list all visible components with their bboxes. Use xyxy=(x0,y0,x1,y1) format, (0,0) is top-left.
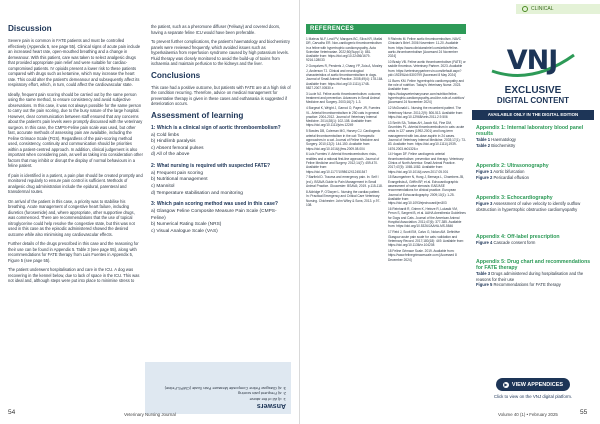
section-tag-label: CLINICAL xyxy=(531,6,554,12)
discussion-paragraph: Ideally, frequent pain scoring should be carried out by the same person using the same method, to ensure consistency and avoid subjective observations. In this case, it was not always possible for the same person to carry out the pain scoring, due to the busy nature of the large hospital. However, clear communication between staff ensured that any concerns about the patient's pain levels were promptly discussed with the veterinary surgeon. In this case, the CMPS-Feline pain scale was used, but other fast, accurate methods of assessing pain are available, including the Feline Grimace Scale (FGS). Regardless of the pain-scoring method used, consistency, continuity and communication should be priorities within a patient-centred approach. In addition, clinical judgement is also important when considering pain, as well as taking into consideration other factors that may inhibit or disrupt the display of normal behaviours in a feline patient. xyxy=(8,91,143,168)
reference-item: 5 Bowles DB, Coleman MG, Harvey CJ. Cardiogenic arterial thromboembolism in the cat: Therapeutic approaches in a cat. Journal of Feline Medicine and Surgery. 2010;12(2): 144-150. Available from: https://doi.org/10.1016/j.jfms.2009.08.004 xyxy=(306,129,381,151)
view-appendices-label: VIEW APPENDICES xyxy=(511,381,564,388)
assessment-heading: Assessment of learning xyxy=(151,110,244,120)
digital-content-label: DIGITAL CONTENT xyxy=(496,96,570,105)
appendix-item: Figure 4 Cascade consent form xyxy=(476,240,536,246)
discussion-paragraph: On arrival of the patient in this case, a priority was to stabilise his breathing. Acute management of congestive heart failure, including diuretics (furosemide) and, where appropriate, other supportive drugs, was commenced. There are recommendations that the use of topical nitroglycerine could help resolve the congestive state, but this was not used in this case as the episodic administered showed the desired outcome while also minimising any cardiovascular effects. xyxy=(8,198,135,237)
discussion-paragraph: Severe pain is common in FATE patients and must be controlled effectively (Appendix 5, see page 55). Clinical signs of acute pain include an increased heart rate, open-mouthed breathing and a change in demeanour. With this patient, care was taken to select analgesic drugs that provided appropriate pain relief and were suitable for cardiac-compromised patients. IV opioids present a lower risk to these patients compared with drugs such as ketamine, which may increase the heart rate. This could alter the patient's demeanour and subsequently affect its respiratory effort, which, in turn, could affect the cardiovascular state. xyxy=(8,38,141,87)
references-column-1 xyxy=(306,37,384,209)
reference-item: 1 Mateus NLF, Leal PV, Marques BC, Silva KR, Matlal DR, Carvalho ER. Non-cardiogenic thromboembolism in a feline with hypertrophic cardiomyopathy. Acta Scientiae Veterinariae. 2022;50(Suppl 1): 881. Available from: https://doi.org/10.22456/1679-9216.128033 xyxy=(306,37,383,63)
discussion-heading: Discussion xyxy=(8,24,52,33)
play-icon: ▶ xyxy=(504,381,508,387)
discussion-paragraph: If pain is identified in a patient, a pain plan should be created promptly and monitored regularly to ensure pain control is sufficient. Methods of analgesic drug administration include the epidural, parenteral and transdermal routes. xyxy=(8,172,143,194)
answer-option: b) Hindlimb paralysis xyxy=(151,139,196,145)
left-column-2 xyxy=(151,24,291,236)
question-3: 3: Which pain scoring method was used in this case? xyxy=(151,201,278,208)
vnj-logo xyxy=(482,41,582,81)
reference-item: 16 Reinhardt R, Grimm K, Heinze R, Lukasik VM, Peron S, Sargent B, et al. AAHA Anesthesia Guidelines for Dogs and Cats. Journal of the American Animal Hospital Association. 2011;47(6): 377-385. Available from: https://doi.org/10.5326/JAAHA-MS-5846 xyxy=(388,207,466,229)
section-tag xyxy=(522,4,554,14)
conclusions-paragraph: This case had a positive outcome, but patients with FATE are at a high risk of the condition recurring. Therefore, advice on medical management for preventative therapy is given in these cases and euthanasia is suggested if deterioration occurs. xyxy=(151,84,291,106)
appendix-title: Appendix 3: Echocardiography xyxy=(476,195,553,201)
reference-item: 15 Baumgartner N, Hung J, Bernays L, Chambers JB, Evangelista A, Griffin BP, et al. Echocardiographic assessment of valve stenosis: EAE/ASE recommendations for clinical practice. European Journal of Echocardiography. 2009;10(1): 1-25. Available from: https://doi.org/10.1093/ejechocard/jen303 xyxy=(388,175,465,206)
appendix-title: Appendix 2: Ultrasonography xyxy=(476,163,549,169)
answer-option: b) Numerical Rating Scale (NRS) xyxy=(151,222,222,228)
appendix-2[interactable] xyxy=(476,163,592,180)
references-heading: REFERENCES xyxy=(306,24,466,34)
reference-item: 10 Brady VB. Feline aortic thromboembolism (FATE) or saddle thrombus. Veterinary Partner. 2023. Available from: https://veterinarypartner.vin.com/default.aspx?pid=19239&id=5300799 [Accessed 8 May 2024] xyxy=(388,60,466,77)
answers-heading: Answers xyxy=(256,402,286,409)
reference-item: 3 Lucie NJ. Feline aortic thromboembolism: outcome, treatment and prevention. Advances in Small Animal Medicine and Surgery. 2003;16(7): 1-3. xyxy=(306,91,382,105)
view-appendices-button[interactable] xyxy=(496,378,570,391)
reference-item: 14 Hogan DF. Feline cardiogenic arterial thromboembolism: prevention and therapy. Veterinary Clinics of North America: Small Animal Practice. 2017;47(5): 1065-1082. Available from: https://doi.org/10.1016/j.cvsm.2017.05.001 xyxy=(388,152,464,174)
question-2: 2: What nursing is required with suspected FATE? xyxy=(151,162,271,169)
reference-item: 9 Rishniw M. Feline aortic thromboembolism. NAVC Clinician's Brief. 2006 November: 11-20. Available from: https://www.cliniciansbrief.com/article/feline-aortic-thromboembolism [Accessed 24 November 2024] xyxy=(388,37,462,59)
answer-line: 2: a) Frequent pain scoring xyxy=(238,391,286,397)
vnj-logo-text: VNJ xyxy=(506,45,558,76)
appendix-4[interactable] xyxy=(476,234,592,246)
answer-line: 1: d) All of the above xyxy=(249,397,286,402)
page-number-left: 54 xyxy=(8,409,16,416)
answers-box xyxy=(145,362,291,414)
appendix-title: Appendix 1: Internal laboratory blood panel results xyxy=(476,125,584,138)
left-column-1 xyxy=(8,24,143,288)
clinical-icon xyxy=(522,6,528,12)
answer-option: a) Cold limbs xyxy=(151,132,179,138)
answer-option: c) Absent femoral pulses xyxy=(151,145,204,151)
reference-item: 2 Gonçalves R, Penderis J, Chang YP, Zoia A, Mosley J, Anderson TJ. Clinical and neurological characteristics of aortic thromboembolism in dogs. Journal of Small Animal Practice. 2008;49(4): 178-184. Available from: https://doi.org/10.1111/j.1748-5827.2007.00530.x xyxy=(306,64,384,90)
reference-item: 12 McDonald L. Nursing the recumbent patient. The Veterinary Nurse. 2011;2(9): 506-513. Available from: https://doi.org/10.12968/vetn.2011.2.9.506 xyxy=(388,106,464,119)
exclusive-digital-content-panel xyxy=(470,33,596,405)
answer-option: c) Mannitol xyxy=(151,184,175,190)
appendix-3[interactable] xyxy=(476,195,592,212)
conclusions-heading: Conclusions xyxy=(151,70,201,80)
answer-line: 3: a) Glasgow Feline Composite Measure Pain Scale (CMPS-Feline) xyxy=(164,386,286,391)
reference-item: 11 Burrs KM. Feline hypertrophic cardiomyopathy and the role of nutrition. Today's Veterinary Nurse. 2023. Available from: https://todaysveterinarynurse.com/nutrition/feline-hypertrophic-cardiomyopathy-and-the-role-of-nutrition/ [Accessed 24 November 2024] xyxy=(388,78,465,105)
exclusive-label: EXCLUSIVE xyxy=(504,85,562,96)
question-1: 1: Which is a clinical sign of aortic thromboembolism? xyxy=(151,124,281,131)
available-banner: AVAILABLE ONLY IN THE DIGITAL EDITION xyxy=(472,110,594,120)
appendix-item: Table 2 Biochemistry xyxy=(476,142,516,148)
appendix-1[interactable] xyxy=(476,125,592,148)
appendix-item: Table 1 Haematology xyxy=(476,137,516,143)
discussion-paragraph: Further details of the drugs prescribed in this case and the reasoning for their use can be found in Appendix 5. Table 3 (see page 55), along with recommendations for FATE therapy from Luis Fuentes in Appendix 5, Figure 5 (see page 55). xyxy=(8,241,139,263)
appendix-item: Figure 3 Assessment of valve velocity to identify outflow obstruction in hypertrophic obstructive cardiomyopathy xyxy=(476,201,581,212)
appendix-item: Figure 1 Aortic bifurcation xyxy=(476,169,525,175)
answer-option: d) All of the above xyxy=(151,152,190,158)
issue-info: Volume 40 (1) • February 2025 xyxy=(498,412,558,417)
reference-item: 7 Barfield D. Trauma and emergency pain. In: Self I (ed.). BSAVA Guide to Pain Management in Small Animal Practice. Gloucester: BSAVA; 2019. p.115-118. xyxy=(306,175,383,189)
reference-item: 17 Reid J, Scott EM, Calvo G, Nolan AM. Definitive Glasgow acute pain scale for cats: validation and Veterinary Record. 2017;180(18): 449. Available from: https://doi.org/10.1136/vr.104208 xyxy=(388,230,464,248)
references-column-2 xyxy=(388,37,466,263)
click-to-view-text: Click to view on the VNJ digital platform. xyxy=(493,394,573,399)
appendix-title: Appendix 5: Drug chart and recommendations for FATE therapy xyxy=(476,259,591,272)
answer-option: a) Glasgow Feline Composite Measure Pain Scale (CMPS-Feline) xyxy=(151,209,277,221)
reference-item: 8 Aldridge P, O'Dwyer L. Nursing the cardiac patient. In: Practical Emergency and Critical Care Veterinary Nursing. Chichester: John Wiley & Sons; 2013. p.97-108. xyxy=(306,189,381,207)
answer-option: a) Frequent pain scoring xyxy=(151,170,203,176)
appendix-item: Table 3 Drugs administered during hospitalisation and the reasons for their use xyxy=(476,271,584,282)
appendix-title: Appendix 4: Off-label prescription xyxy=(476,234,560,240)
reference-item: 13 Smith SA, Tobias AH, Jacob KA, Fine DM, Grumbles PL. Arterial thromboembolism in cats: acute crisis in 127 cases (1992-2001) and long-term management with low-dose aspirin in 24 cases. Journal of Veterinary Internal Medicine. 2003;17(1): 73-83. Available from: https://doi.org/10.1111/j.1939-1676.2003.tb01326.x xyxy=(388,120,466,151)
journal-name: Veterinary Nursing Journal xyxy=(124,412,176,417)
reference-item: 4 Borgeat K, Wright J, Garrod O, Payne JR, Fuentes VL. Arterial thromboembolism in 250 cats in general practice: 2004-2012. Journal of Veterinary Internal Medicine. 2014;28(1): 102-108. Available from: https://doi.org/10.1111/jvim.12249 xyxy=(306,106,381,128)
appendix-item: Figure 5 Recommendations for FATE therapy xyxy=(476,282,561,288)
answer-option: b) Nutritional management xyxy=(151,177,208,183)
reference-item: 18 Feline Grimace Scale. 2019. Available from: https://www.felinegrimacescale.com [Accessed 8 December 2024] xyxy=(388,249,457,262)
appendix-5[interactable] xyxy=(476,259,592,288)
answer-option: c) Visual Analogue Scale (VAS) xyxy=(151,229,218,235)
answer-option: d) Temperature stabilisation and monitoring xyxy=(151,190,243,196)
discussion-paragraph: To prevent further complications, the patient's haematology and biochemistry panels were reviewed frequently, which avoided issues such as hyperkalaemia from reperfusion syndrome caused by high potassium levels. Fluid therapy was closely monitored to avoid the build-up of toxins from ischaemia and maintain perfusion to the kidneys and the liver. xyxy=(151,39,290,66)
page-number-right: 55 xyxy=(580,409,588,416)
appendix-item: Figure 2 Pericardial effusion xyxy=(476,174,530,180)
reference-item: 6 Luis Fuentes V. Arterial thromboembolism: risks, realities and a rational first-line approach. Journal of Feline Medicine and Surgery. 2012;14(7): 459-470. Available from: https://doi.org/10.1177/1098612X12451547 xyxy=(306,152,380,174)
discussion-paragraph: the patient, such as a pheromone diffuser (Feliway) and covered doors, having a separate feline ICU would have been preferable. xyxy=(151,24,281,35)
discussion-paragraph: The patient underwent hospitalisation and care in the ICU. A dog was recovering in the kennel below, due to lack of space in the ICU. This was not ideal and, although steps were put into place to minimise stress to xyxy=(8,267,140,283)
